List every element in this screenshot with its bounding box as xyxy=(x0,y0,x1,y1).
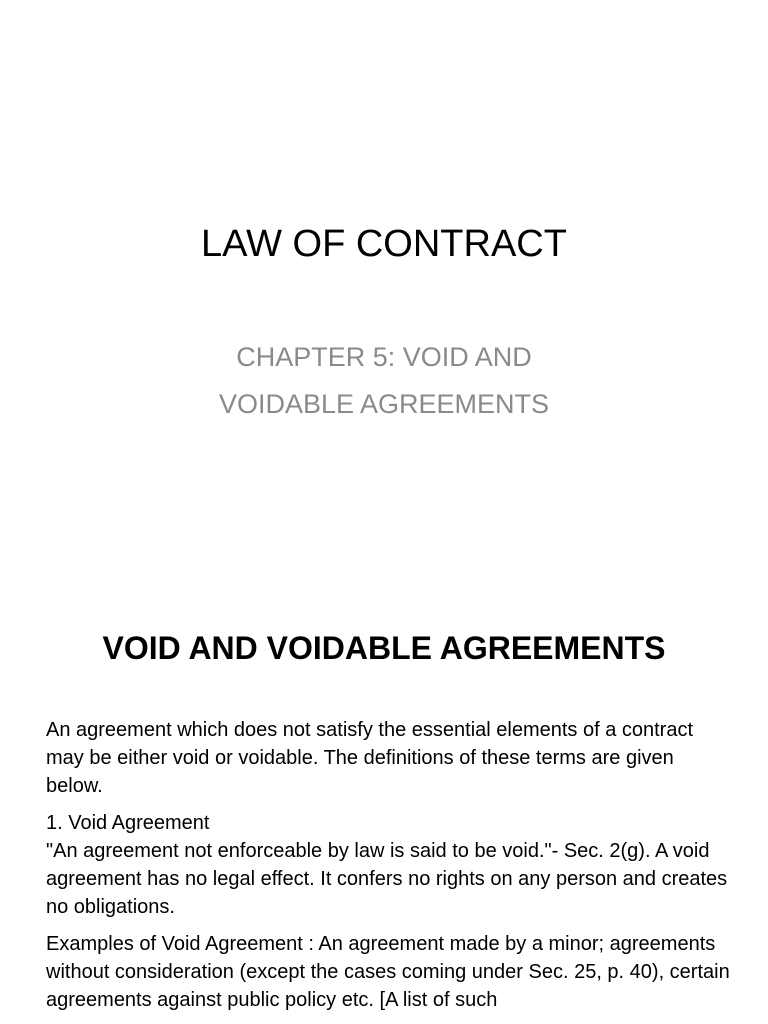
void-agreement-examples: Examples of Void Agreement : An agreement made by a minor; agreements without consideration (except the cases coming under Sec. 25, p. 40), certain agreements against public policy etc. [A list of such xyxy=(46,933,730,1011)
section-body xyxy=(46,716,730,1023)
void-agreement-title: 1. Void Agreement xyxy=(46,812,210,834)
section-heading: VOID AND VOIDABLE AGREEMENTS xyxy=(102,630,666,666)
subtitle-line-2: VOIDABLE AGREEMENTS xyxy=(218,389,550,419)
content-slide xyxy=(0,576,768,1024)
subtitle-line-1: CHAPTER 5: VOID AND xyxy=(236,342,532,372)
presentation-title: LAW OF CONTRACT xyxy=(201,223,567,265)
intro-paragraph: An agreement which does not satisfy the essential elements of a contract may be either void or voidable. The definitions of these terms are given below. xyxy=(46,719,694,797)
chapter-subtitle xyxy=(0,334,768,428)
void-agreement-definition: "An agreement not enforceable by law is said to be void."- Sec. 2(g). A void agreement has no legal effect. It confers no rights on any person and creates no obligations. xyxy=(46,840,728,918)
